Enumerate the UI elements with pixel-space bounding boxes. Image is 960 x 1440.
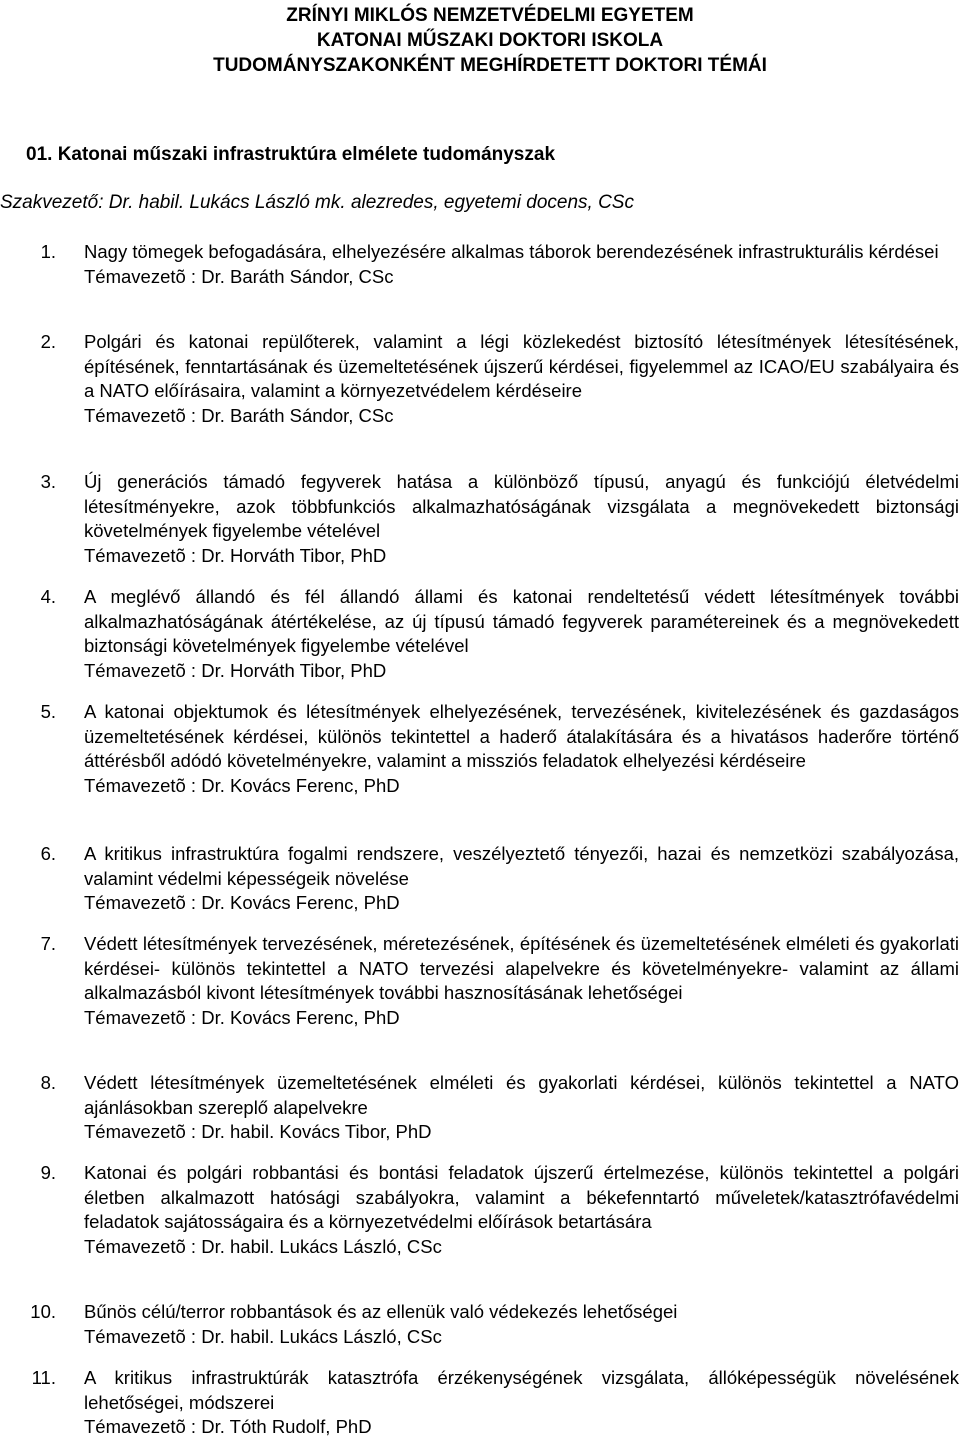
section-title: 01. Katonai műszaki infrastruktúra elmélete tudományszak <box>26 144 556 165</box>
topic-title: A meglévő állandó és fél állandó állami és katonai rendeltetésű védett létesítmények további alkalmazhatóságának átértékelése, az új típusú támadó fegyverek paramétereinek és a megnövekedett biztonsági követelmények figyelembe vételével <box>84 586 959 657</box>
topic-number: 11. <box>31 1367 56 1388</box>
topic-number: 4. <box>40 586 56 607</box>
topic-number: 7. <box>40 933 56 954</box>
topic-number: 9. <box>40 1162 56 1183</box>
document-title: TUDOMÁNYSZAKONKÉNT MEGHÍRDETETT DOKTORI TÉMÁI <box>213 55 767 76</box>
topic-number: 10. <box>30 1301 56 1322</box>
topic-supervisor: Témavezetõ : Dr. Baráth Sándor, CSc <box>84 265 394 287</box>
topic-number: 1. <box>40 241 56 262</box>
topic-number: 6. <box>40 843 56 864</box>
topic-title: A kritikus infrastruktúrák katasztrófa érzékenységének vizsgálata, állóképességük növelésének lehetőségei, módszerei <box>84 1367 959 1413</box>
topic-title: Katonai és polgári robbantási és bontási feladatok újszerű értelmezése, különös tekintettel a polgári életben alkalmazott hatósági szabályokra, valamint a békefenntartó műveletek/katasztrófavédelmi feladatok sajátosságaira és a környezetvédelmi előírások betartására <box>84 1162 959 1233</box>
doctoral-school-name: KATONAI MŰSZAKI DOKTORI ISKOLA <box>316 30 664 51</box>
topic-title: A katonai objektumok és létesítmények elhelyezésének, tervezésének, kivitelezésének és gazdaságos üzemeltetésének kérdései, különös tekintettel a haderő átalakítására és a hivatásos haderőre történő áttérésből adódó követelményekre, valamint a missziós feladatok elhelyezési kérdéseire <box>84 701 959 772</box>
topic-supervisor: Témavezetõ : Dr. Kovács Ferenc, PhD <box>84 1006 400 1028</box>
topic-number: 5. <box>40 701 56 722</box>
topic-number: 2. <box>40 331 56 352</box>
topic-supervisor: Témavezetõ : Dr. habil. Lukács László, CSc <box>84 1325 442 1347</box>
section-leader: Szakvezető: Dr. habil. Lukács László mk. alezredes, egyetemi docens, CSc <box>0 192 634 213</box>
topic-supervisor: Témavezetõ : Dr. Tóth Rudolf, PhD <box>84 1416 372 1438</box>
document-header <box>0 3 960 78</box>
topic-title: Új generációs támadó fegyverek hatása a különböző típusú, anyagú és funkciójú életvédelmi létesítményekre, azok többfunkciós alkalmazhatóságának vizsgálata a megnövekedett biztonsági követelmények figyelembe vételével <box>84 471 959 542</box>
topic-supervisor: Témavezetõ : Dr. Kovács Ferenc, PhD <box>84 774 400 796</box>
topic-number: 8. <box>40 1072 56 1093</box>
university-name: ZRÍNYI MIKLÓS NEMZETVÉDELMI EGYETEM <box>286 5 694 26</box>
topic-title: A kritikus infrastruktúra fogalmi rendszere, veszélyeztető tényezői, hazai és nemzetközi szabályozása, valamint védelmi képességeik növelése <box>84 843 959 889</box>
topic-title: Védett létesítmények tervezésének, méretezésének, építésének és üzemeltetésének elméleti és gyakorlati kérdései- különös tekintettel a NATO tervezési alapelvekre és követelményekre- valamint az állami alkalmazásból kivont létesítmények további hasznosításának lehetőségei <box>84 933 959 1004</box>
topic-title: Polgári és katonai repülőterek, valamint a légi közlekedést biztosító létesítmények létesítésének, építésének, fenntartásának és üzemeltetésének újszerű kérdései, figyelemmel az ICAO/EU szabályaira és a NATO előírásaira, valamint a környezetvédelem kérdéseire <box>84 331 959 402</box>
topic-supervisor: Témavezetõ : Dr. Horváth Tibor, PhD <box>84 544 387 566</box>
topic-supervisor: Témavezetõ : Dr. habil. Lukács László, CSc <box>84 1235 442 1257</box>
topic-title: Nagy tömegek befogadására, elhelyezésére alkalmas táborok berendezésének infrastrukturális kérdései <box>84 241 939 262</box>
topic-supervisor: Témavezetõ : Dr. Baráth Sándor, CSc <box>84 404 394 426</box>
topic-title: Bűnös célú/terror robbantások és az ellenük való védekezés lehetőségei <box>84 1301 678 1322</box>
topic-number: 3. <box>40 471 56 492</box>
topic-title: Védett létesítmények üzemeltetésének elméleti és gyakorlati kérdései, különös tekintettel a NATO ajánlásokban szereplő alapelvekre <box>84 1072 959 1118</box>
topic-supervisor: Témavezetõ : Dr. habil. Kovács Tibor, PhD <box>84 1121 432 1143</box>
topic-supervisor: Témavezetõ : Dr. Kovács Ferenc, PhD <box>84 892 400 914</box>
topic-supervisor: Témavezetõ : Dr. Horváth Tibor, PhD <box>84 659 387 681</box>
